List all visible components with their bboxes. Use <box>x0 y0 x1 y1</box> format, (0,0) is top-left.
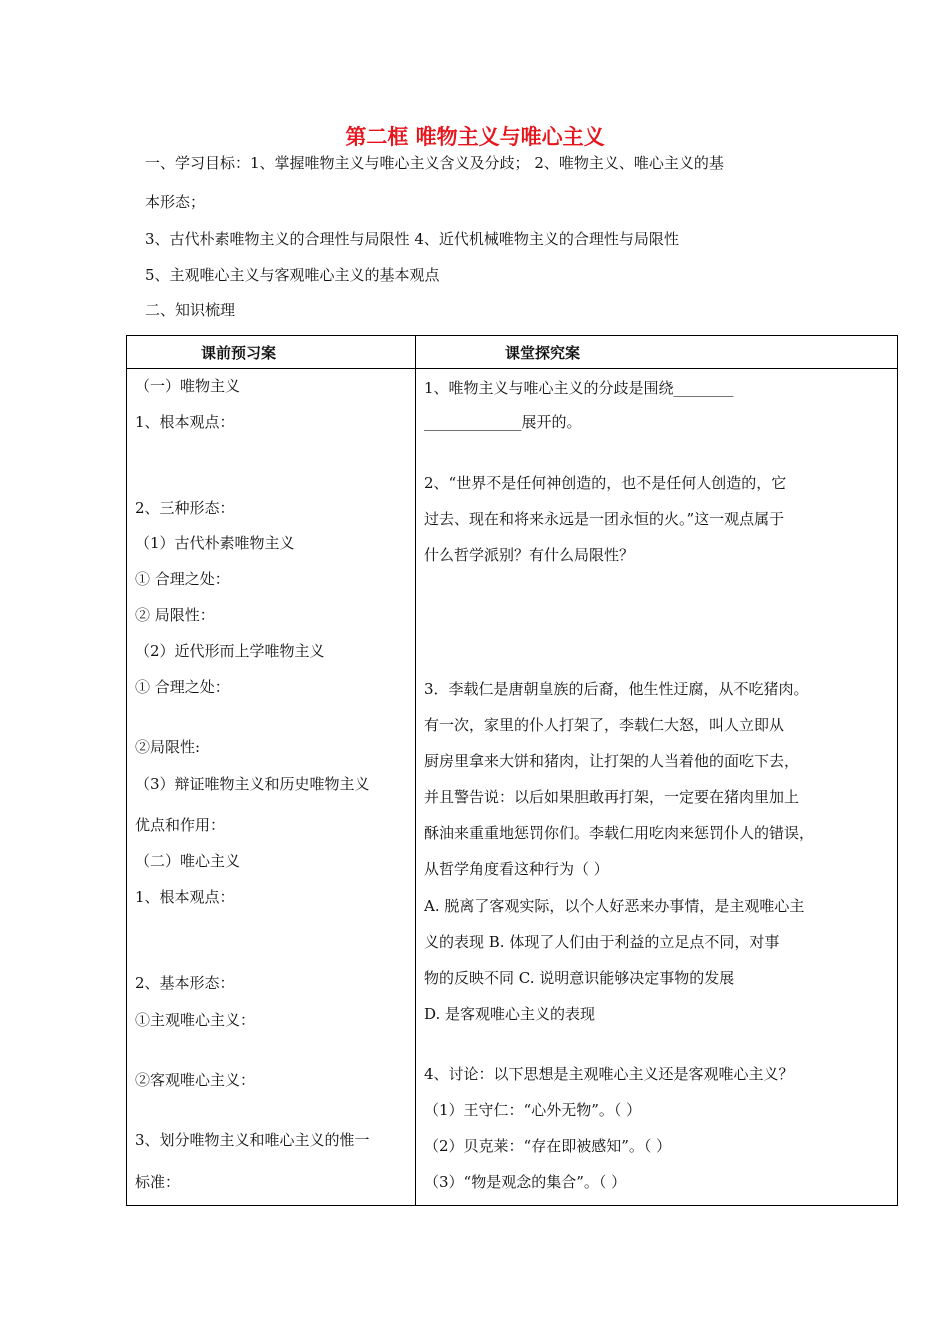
right-item: 厨房里拿来大饼和猪肉，让打架的人当着他的面吃下去， <box>424 752 800 770</box>
right-item: D. 是客观唯心主义的表现 <box>424 1005 596 1023</box>
right-item: _____________展开的。 <box>424 413 582 431</box>
left-item: 1、根本观点： <box>135 413 235 431</box>
right-item: 义的表现 B. 体现了人们由于利益的立足点不同，对事 <box>424 933 780 951</box>
left-item: （2）近代形而上学唯物主义 <box>135 642 325 660</box>
right-item: A. 脱离了客观实际，以个人好恶来办事情，是主观唯心主 <box>424 897 805 915</box>
goals-line-3: 3、古代朴素唯物主义的合理性与局限性 4、近代机械唯物主义的合理性与局限性 <box>145 230 679 248</box>
left-item: 3、划分唯物主义和唯心主义的惟一 <box>135 1131 370 1149</box>
right-item: 4、讨论：以下思想是主观唯心主义还是客观唯心主义？ <box>424 1065 794 1083</box>
right-item: 3．李载仁是唐朝皇族的后裔，他生性迂腐，从不吃猪肉。 <box>424 680 809 698</box>
goals-line-4: 5、主观唯心主义与客观唯心主义的基本观点 <box>145 266 440 284</box>
section-heading: 二、知识梳理 <box>145 301 236 319</box>
left-item: ① 合理之处： <box>135 570 230 588</box>
left-item: （一）唯物主义 <box>135 377 241 395</box>
left-item: 标准： <box>135 1173 181 1191</box>
left-item: ②客观唯心主义： <box>135 1071 256 1089</box>
right-item: 从哲学角度看这种行为（ ） <box>424 860 609 878</box>
column-divider <box>415 336 416 1205</box>
left-column-header: 课前预习案 <box>201 344 277 362</box>
left-item: 优点和作用： <box>135 816 226 834</box>
left-item: 1、根本观点： <box>135 888 235 906</box>
left-item: 2、三种形态： <box>135 499 235 517</box>
goals-line-2: 本形态； <box>145 193 206 211</box>
study-table <box>126 335 898 1206</box>
right-item: 物的反映不同 C. 说明意识能够决定事物的发展 <box>424 969 735 987</box>
left-item: 2、基本形态： <box>135 974 235 992</box>
left-item: ① 合理之处： <box>135 678 230 696</box>
left-item: （3）辩证唯物主义和历史唯物主义 <box>135 775 370 793</box>
right-item: 什么哲学派别？有什么局限性？ <box>424 546 635 564</box>
right-item: （2）贝克莱：“存在即被感知”。（ ） <box>424 1137 672 1155</box>
right-item: 过去、现在和将来永远是一团永恒的火。”这一观点属于 <box>424 510 785 528</box>
right-item: 2、“世界不是任何神创造的，也不是任何人创造的，它 <box>424 474 787 492</box>
header-divider <box>127 368 897 369</box>
right-column-header: 课堂探究案 <box>505 344 581 362</box>
right-item: （3）“物是观念的集合”。（ ） <box>424 1173 627 1191</box>
right-item: 并且警告说：以后如果胆敢再打架，一定要在猪肉里加上 <box>424 788 800 806</box>
right-item: 1、唯物主义与唯心主义的分歧是围绕________ <box>424 379 734 397</box>
left-item: （1）古代朴素唯物主义 <box>135 534 295 552</box>
goals-line-1: 一、学习目标：1、掌握唯物主义与唯心主义含义及分歧； 2、唯物主义、唯心主义的基 <box>145 154 724 172</box>
right-item: 有一次，家里的仆人打架了，李载仁大怒，叫人立即从 <box>424 716 785 734</box>
left-item: ② 局限性： <box>135 606 215 624</box>
right-item: （1）王守仁：“心外无物”。（ ） <box>424 1101 642 1119</box>
left-item: ①主观唯心主义： <box>135 1011 256 1029</box>
right-item: 酥油来重重地惩罚你们。李载仁用吃肉来惩罚仆人的错误， <box>424 824 815 842</box>
left-item: （二）唯心主义 <box>135 852 241 870</box>
page-title: 第二框 唯物主义与唯心主义 <box>345 125 605 149</box>
left-item: ②局限性: <box>135 738 201 756</box>
